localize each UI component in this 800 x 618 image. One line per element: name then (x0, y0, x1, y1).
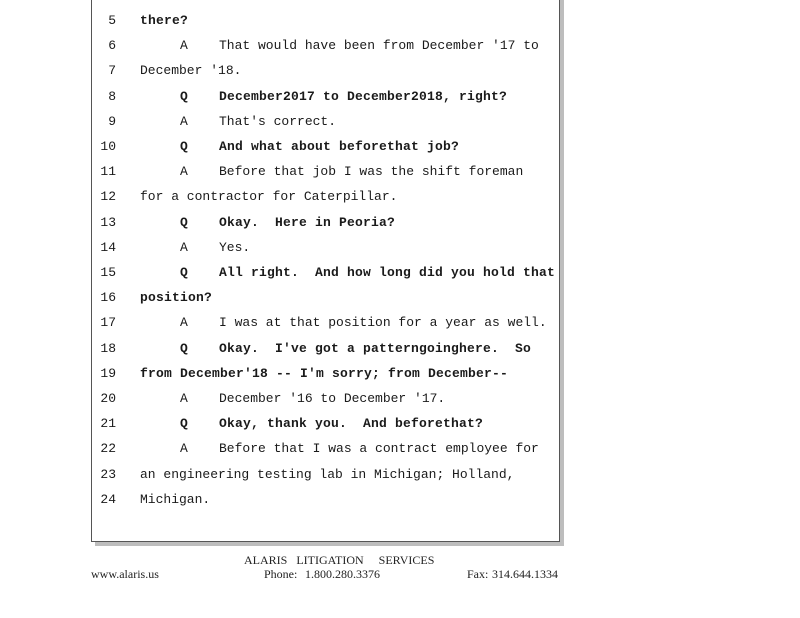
transcript-line-22 (92, 439, 559, 459)
qa-entry (180, 213, 396, 233)
transcript-line-6 (92, 36, 559, 56)
transcript-line-9 (92, 112, 559, 132)
footer-company: ALARIS LITIGATION SERVICES (244, 553, 435, 567)
line-text: an engineering testing lab in Michigan; Holland, (140, 466, 515, 482)
line-number: 20 (100, 391, 116, 406)
transcript-line-7 (92, 61, 559, 81)
qa-entry (180, 36, 539, 56)
line-text: Okay. I've got a patterngoinghere. So (219, 340, 532, 356)
qa-entry (180, 137, 460, 157)
line-number: 12 (100, 189, 116, 205)
line-number: 13 (100, 214, 116, 230)
line-text: Before that job I was the shift foreman (219, 164, 524, 180)
speaker-label: A (180, 38, 188, 54)
transcript-line-10 (92, 137, 559, 157)
qa-entry (180, 238, 251, 258)
transcript-line-23 (92, 465, 559, 485)
line-text: Okay. Here in Peoria? (219, 214, 396, 230)
line-text: December '16 to December '17. (219, 391, 446, 406)
line-text: That's correct. (219, 113, 337, 129)
transcript-line-15 (92, 263, 559, 283)
transcript-line-20 (92, 389, 559, 409)
qa-entry (180, 389, 446, 409)
line-text: December '18. (140, 63, 242, 79)
footer-fax-label: Fax: (467, 567, 489, 581)
transcript-line-13 (92, 213, 559, 233)
line-text: And what about beforethat job? (219, 139, 460, 154)
line-number: 8 (108, 88, 116, 104)
line-number: 5 (108, 13, 116, 28)
line-text: position? (140, 290, 213, 306)
line-text: I was at that position for a year as well. (219, 315, 547, 331)
speaker-label: Q (180, 214, 189, 230)
speaker-label: A (180, 113, 188, 129)
qa-entry (180, 263, 556, 283)
speaker-label: A (180, 391, 188, 406)
line-number: 9 (108, 113, 116, 129)
line-text: from December'18 -- I'm sorry; from December-- (140, 365, 509, 381)
transcript-line-8 (92, 87, 559, 107)
line-number: 7 (108, 63, 116, 79)
speaker-label: Q (180, 139, 189, 154)
speaker-label: Q (180, 265, 189, 280)
transcript-page (91, 0, 560, 542)
transcript-line-18 (92, 339, 559, 359)
line-number: 24 (100, 491, 116, 507)
line-number: 11 (100, 164, 116, 180)
line-number: 23 (100, 466, 116, 482)
transcript-line-11 (92, 162, 559, 182)
line-text: Before that I was a contract employee for (219, 441, 539, 457)
line-number: 14 (100, 239, 116, 255)
line-text: That would have been from December '17 to (219, 38, 539, 54)
line-number: 6 (108, 38, 116, 54)
line-text: for a contractor for Caterpillar. (140, 189, 398, 205)
line-text: December2017 to December2018, right? (219, 88, 508, 104)
footer-website: www.alaris.us (91, 567, 159, 581)
line-number: 19 (100, 365, 116, 381)
footer-phone-label: Phone: (264, 567, 298, 581)
qa-entry (180, 87, 508, 107)
line-number: 18 (100, 340, 116, 356)
line-text: Yes. (219, 239, 251, 255)
line-number: 15 (100, 265, 116, 280)
qa-entry (180, 162, 524, 182)
line-number: 16 (100, 290, 116, 306)
line-text: Michigan. (140, 491, 211, 507)
speaker-label: A (180, 315, 188, 331)
transcript-line-12 (92, 187, 559, 207)
transcript-line-16 (92, 288, 559, 308)
qa-entry (180, 313, 547, 333)
qa-entry (180, 339, 532, 359)
transcript-line-5 (92, 11, 559, 31)
qa-entry (180, 112, 337, 132)
line-number: 17 (100, 315, 116, 331)
line-text: Okay, thank you. And beforethat? (219, 416, 484, 432)
transcript-line-21 (92, 414, 559, 434)
speaker-label: Q (180, 416, 189, 432)
line-number: 22 (100, 441, 116, 457)
speaker-label: A (180, 441, 188, 457)
speaker-label: A (180, 239, 188, 255)
line-number: 10 (100, 139, 116, 154)
line-text: there? (140, 13, 189, 28)
transcript-line-17 (92, 313, 559, 333)
line-number: 21 (100, 416, 116, 432)
speaker-label: Q (180, 88, 189, 104)
transcript-line-19 (92, 364, 559, 384)
transcript-line-24 (92, 490, 559, 510)
qa-entry (180, 439, 539, 459)
footer-phone: 1.800.280.3376 (305, 567, 380, 581)
speaker-label: A (180, 164, 188, 180)
transcript-line-14 (92, 238, 559, 258)
footer-fax: 314.644.1334 (492, 567, 558, 581)
qa-entry (180, 414, 484, 434)
speaker-label: Q (180, 340, 189, 356)
line-text: All right. And how long did you hold that (219, 265, 556, 280)
